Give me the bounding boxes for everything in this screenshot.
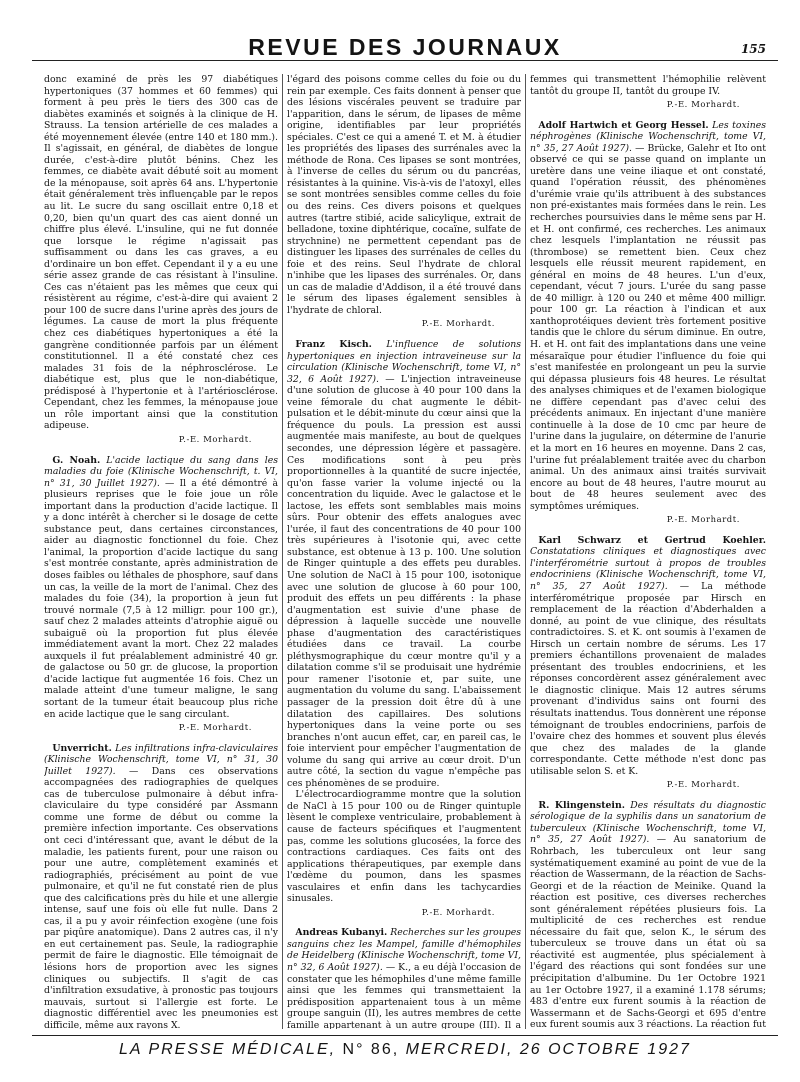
review-title: L'influence de solutions hypertoniques en injection intraveineuse sur la circulation: [287, 339, 521, 374]
review-schwarz: [530, 535, 766, 791]
review-body: — Au sanatorium de Rohrbach, les tuberculeux ont leur sang systématiquement examiné au point de vue de la réaction de Wassermann, de la réaction de Sachs-Georgi et de la réaction de Meinike. Quand la réaction est positive, ces diverses recherches sont généralement répétées plusieurs fois. La multiplicité de ces recherches est rendue nécessaire du fait que, selon K., le sérum des tuberculeux se trouve dans un état où sa réactivité est augmentée, plus spécialement à l'égard des réactions qui sont fondées sur une précipitation d'albumine. Du 1er Octobre 1921 au 1er Octobre 1927, il a examiné 1.178 sérums; 483 d'entre eux furent soumis à la réaction de Wassermann et de Sachs-Georgi et 695 d'entre eux furent soumis aux 3 réactions. La réaction fut: [530, 834, 766, 1029]
reviewer-signature: P.-E. Morhardt.: [178, 433, 252, 444]
review-noah: [44, 455, 278, 734]
review-body-paragraph: L'électrocardiogramme montre que la solution de NaCl à 15 pour 100 ou de Ringer quintuple lèsent le complexe ventriculaire, probablement à cause de facteurs spécifiques et l'augmentent pas, comme les solutions glucosées, la force des contractions cardiaques. Ces faits ont des applications thérapeutiques, par exemple dans l'œdème du poumon, dans les spasmes vasculaires et enfin dans les tachycardies sinusales.: [287, 789, 521, 905]
review-continued: [44, 74, 278, 446]
review-body: — La méthode interférométrique proposée par Hirsch en remplacement de la réaction d'Abderhalden a donné, au point de vue clinique, des résultats contradictoires. S. et K. ont soumis à l'examen de Hirsch un certain nombre de sérums. Les 17 premiers échantillons provenaient de malades présentant des troubles endocriniens, et les réponses concordèrent assez généralement avec le diagnostic clinique. Mais 12 autres sérums provenant d'individus sains ont fourni des résultats inattendus. Tous donnèrent une réponse témoignant de troubles endocriniens, parfois de l'ovaire chez des hommes et souvent plus élevés que chez des malades de la glande correspondante. Cette méthode n'est donc pas utilisable selon S. et K.: [530, 580, 766, 777]
review-body: femmes qui transmettent l'hémophilie relèvent tantôt du groupe II, tantôt du groupe IV.: [530, 74, 766, 97]
column-right: [530, 74, 766, 1029]
review-hartwich: [530, 120, 766, 526]
review-author: Adolf Hartwich et Georg Hessel.: [538, 119, 709, 131]
review-source: (Klinische Wochenschrift, tome VI, n° 35, 27 Août 1927).: [530, 569, 766, 592]
review-title: Les infiltrations infra-claviculaires: [115, 742, 278, 754]
footer-issue: N° 86,: [342, 1041, 400, 1058]
review-text: [287, 927, 521, 1029]
review-author: R. Klingenstein.: [538, 799, 625, 811]
reviewer-signature: P.-E. Morhardt.: [666, 514, 740, 525]
review-author: G. Noah.: [52, 454, 101, 466]
reviewer-signature: P.-E. Morhardt.: [666, 99, 740, 110]
footer-line: [32, 1041, 778, 1059]
review-source: (Klinische Wochenschrift, t. VI, n° 31, 30 Juillet 1927).: [44, 466, 278, 489]
review-body: l'égard des poisons comme celles du foie ou du rein par exemple. Ces faits donnent à penser que des lésions viscérales peuvent se traduire par l'apparition, dans le sérum, de lipases de même origine, identifiables par leur propriétés spéciales. C'est ce qui a amené T. et M. à étudier les propriétés des lipases des surrénales avec la méthode de Rona. Ces lipases se sont montrées, à l'inverse de celles du sérum ou du pancréas, résistantes à la quinine. Vis-à-vis de l'atoxyl, elles se sont montrées sensibles comme celles du foie ou des reins. Ces divers poisons et quelques autres (tartre stibié, acide salicylique, extrait de belladone, toxine diphtérique, cocaïne, sulfate de strychnine) ne permettent cependant pas de distinguer les lipases des surrénales de celles du foie et des reins. Seul l'hydrate de chloral n'inhibe que les lipases des surrénales. Or, dans un cas de maladie d'Addison, il a été trouvé dans le sérum des lipases également sensibles à l'hydrate de chloral.: [287, 74, 521, 316]
review-continued: [530, 74, 766, 111]
review-author: Karl Schwarz et Gertrud Koehler.: [538, 534, 766, 546]
reviewer-signature: P.-E. Morhardt.: [178, 722, 252, 733]
review-author: Franz Kisch.: [295, 339, 372, 351]
review-text: [287, 339, 521, 789]
review-text: [44, 743, 278, 1029]
column-divider: [525, 74, 526, 1029]
review-text: [44, 455, 278, 721]
review-body: donc examiné de près les 97 diabétiques hypertoniques (37 hommes et 60 femmes) qui forment à peu près le tiers des 300 cas de diabètes examinés et soignés à la clinique de H. Strauss. La tension artérielle de ces malades a été moyennement élevée (entre 140 et 180 mm.). Il s'agissait, en général, de diabètes de longue durée, c'est-à-dire plutôt bénins. Chez les femmes, ce diabète avait débuté soit au moment de la ménopause, soit après 64 ans. L'hypertonie était généralement très influençable par le repos au lit. Le sucre du sang oscillait entre 0,18 et 0,20, bien qu'un quart des cas aient donné un chiffre plus élevé. L'insuline, qui ne fut donnée que lorsque le régime n'agissait pas suffisamment ou dans les cas graves, a eu d'ordinaire un bon effet. Cependant il y a eu une série assez grande de cas résistant à l'insuline. Ces cas n'étaient pas les mêmes que ceux qui résistèrent au régime, c'est-à-dire qui avaient 2 pour 100 de sucre dans l'urine après des jours de légumes. La cause de mort la plus fréquente chez ces diabétiques hypertoniques a été la gangrène conditionnée parfois par un élément constitutionnel. Il a été constaté chez ces malades 31 fois de la néphrosclérose. Le diabétique est, plus que le non-diabétique, prédisposé à l'hypertonie et à l'artériosclérose. Cependant, chez les femmes, la ménopause joue un rôle important ainsi que la constitution adipeuse.: [44, 74, 278, 432]
review-unverricht: [44, 743, 278, 1029]
column-left: [44, 74, 278, 1029]
column-divider: [282, 74, 283, 1029]
page-footer: [32, 1035, 778, 1064]
page-number: 155: [740, 42, 766, 56]
reviewer-signature: P.-E. Morhardt.: [421, 906, 495, 917]
reviewer-signature: P.-E. Morhardt.: [421, 318, 495, 329]
review-text: [530, 120, 766, 513]
review-source: (Klinische Wochenschrift, tome VI, n° 35, 27 Août 1927).: [530, 822, 766, 846]
reviewer-signature: P.-E. Morhardt.: [666, 779, 740, 790]
review-klingenstein: [530, 800, 766, 1029]
review-source: (Klinische Wochenschrift, tome VI, n° 35, 27 Août 1927).: [530, 131, 766, 154]
review-body: — Il a été démontré à plusieurs reprises que le foie joue un rôle important dans la production d'acide lactique. Il y a donc intérêt à chercher si le dosage de cette substance peut, dans certaines circonstances, aider au diagnostic fonctionnel du foie. Chez l'animal, la proportion d'acide lactique du sang s'est montrée constante, après administration de doses faibles ou léthales de phosphore, sauf dans un cas, la veille de la mort de l'animal. Chez des malades du foie (34), la proportion à jeun fut trouvé normale (7,5 à 12 milligr. pour 100 gr.), sauf chez 2 malades atteints d'atrophie aiguë ou subaiguë où la proportion fut plus élevée immédiatement avant la mort. Chez 22 malades auxquels il fut préalablement administré 40 gr. de galactose ou 50 gr. de glucose, la proportion d'acide lactique fut augmentée 16 fois. Chez un malade atteint d'une tumeur maligne, le sang sortant de la tumeur était beaucoup plus riche en acide lactique que le sang circulant.: [44, 477, 278, 720]
review-text: [530, 800, 766, 1029]
review-body: — Dans ces observations accompagnées des radiographies de quelques cas de tuberculose pulmonaire à début infra-claviculaire du type considéré par Assmann comme une forme de début ou comme la première infection importante. Ces observations ont ceci d'intéressant que, avant le début de la maladie, les patients furent, pour une raison ou pour une autre, complètement examinés et radiographiés, précisément au point de vue pulmonaire, et qu'il ne fut constaté rien de plus que des calcifications près du hile et une allergie intense, sauf une fois où elle fut nulle. Dans 2 cas, il a pu y avoir réinfection exogène (une fois par piqûre anatomique). Dans 2 autres cas, il n'y en eut certainement pas. Seule, la radiographie permit de faire le diagnostic. Elle témoignait de lésions hors de proportion avec les signes cliniques ou subjectifs. Il s'agit de cas d'infiltration exsudative, à pronostic pas toujours mauvais, surtout si l'allergie est forte. Le diagnostic différentiel avec les pneumonies est difficile, même aux rayons X.: [44, 765, 278, 1029]
review-title: Recherches sur les groupes sanguins chez les Mampel, famille d'hémophiles de Heidelberg: [287, 927, 521, 962]
review-author: Andreas Kubanyi.: [295, 927, 388, 939]
review-kisch: [287, 339, 521, 918]
running-title: REVUE DES JOURNAUX: [248, 34, 562, 60]
review-source: (Klinische Wochenschrift, tome VI, n° 31, 30 Juillet 1927).: [44, 754, 278, 777]
review-author: Unverricht.: [52, 742, 112, 754]
page-header: [32, 34, 778, 61]
review-title: L'acide lactique du sang dans les maladies du foie: [44, 454, 278, 478]
review-continued: [287, 74, 521, 330]
footer-journal: LA PRESSE MÉDICALE,: [119, 1041, 337, 1058]
review-text: [530, 535, 766, 777]
review-title: Constatations cliniques et diagnostiques avec l'interférométrie surtout à propos de troubles endocriniens: [530, 546, 766, 581]
review-kubanyi: [287, 927, 521, 1029]
review-title: Des résultats du diagnostic sérologique de la syphilis dans un sanatorium de tuberculeux: [530, 799, 766, 834]
review-body: — K., a eu déjà l'occasion de constater que les hémophiles d'une même famille ainsi que les femmes qui transmettaient la prédisposition appartenaient tous à un même groupe sanguin (II), les autres membres de cette famille appartenant à un autre groupe (III). Il a: [287, 962, 521, 1029]
review-body: — L'injection intraveineuse d'une solution de glucose à 40 pour 100 dans la veine fémorale du chat augmente le débit-pulsation et le débit-minute du cœur ainsi que la fréquence du pouls. La pression est aussi augmentée mais manifeste, au bout de quelques secondes, une dépression légère et passagère. Ces modifications sont à peu près proportionnelles à la quantité de sucre injectée, qu'on fasse varier la volume injecté ou la concentration du liquide. Avec le galactose et le lactose, les effets sont semblables mais moins sûrs. Pour obtenir des effets analogues avec l'urée, il faut des concentrations de 40 pour 100 très supérieures à l'isotonie qui, avec cette substance, est obtenue à 13 p. 100. Une solution de Ringer quintuple a des effets peu durables. Une solution de NaCl à 15 pour 100, isotonique avec une solution de glucose à 60 pour 100, produit des effets un peu différents : la phase d'augmentation est suivie d'une phase de dépression à laquelle succède une nouvelle phase d'augmentation des caractéristiques étudiées dans ce travail. La courbe pléthysmographique du cœur montre qu'il y a dilatation comme s'il se produisait une hydrémie pour ramener l'isotonie et, par suite, une augmentation du volume du sang. L'abaissement passager de la pression doit être dû à une dilatation des capillaires. Des solutions hypertoniques dans la veine porte ou ses branches n'ont aucun effet, car, en pareil cas, le foie intervient pour empêcher l'augmentation de volume du sang qui arrive au cœur droit. D'un autre côté, la section du vague n'empêche pas ces phénomènes de se produire.: [287, 373, 521, 789]
footer-date: MERCREDI, 26 OCTOBRE 1927: [405, 1041, 691, 1058]
column-middle: [287, 74, 521, 1029]
review-source: (Klinische Wochenschrift, tome VI, n° 32, 6 Août 1927).: [287, 950, 521, 974]
review-source: (Klinische Wochenschrift, tome VI, n° 32, 6 Août 1927).: [287, 362, 521, 385]
review-title: Les toxines néphrogènes: [530, 119, 766, 143]
review-body: — Brücke, Galehr et Ito ont observé ce qui se passe quand on implante un uretère dans une veine iliaque et ont constaté, quand l'opération réussit, des phénomènes d'urémie vraie qu'ils attribuent à des substances non pré-existantes mais formées dans le rein. Les recherches poursuivies dans le même sens par H. et H. ont confirmé, ces recherches. Les animaux chez lesquels l'implantation ne réussit pas (thrombose) se remettent bien. Ceux chez lesquels elle réussit meurent rapidement, en général en moins de 48 heures. L'un d'eux, cependant, vécut 7 jours. L'urée du sang passe de 40 milligr. à 120 ou 240 et même 400 milligr. pour 100 gr. La réaction à l'indican et aux xanthoprotéiques devient très fortement positive tandis que le chlore du sérum diminue. En outre, H. et H. ont fait des implantations dans une veine mésaraïque pour étudier l'influence du foie qui s'est manifestée en prolongeant un peu la survie qui dépassa plusieurs fois 48 heures. Le résultat des analyses chimiques et de l'examen biologique ne diffère cependant pas d'avec celui des précédents animaux. En injectant d'une manière continuelle à la dose de 10 cmc par heure de l'urine dans la jugulaire, on détermine de l'anurie et la mort en 16 heures en moyenne. Dans 2 cas, l'urine fut préalablement traitée avec du charbon animal. Un des animaux ainsi traités survivait encore au bout de 48 heures, l'autre mourut au bout de 48 heures seulement avec des symptômes urémiques.: [530, 142, 766, 512]
